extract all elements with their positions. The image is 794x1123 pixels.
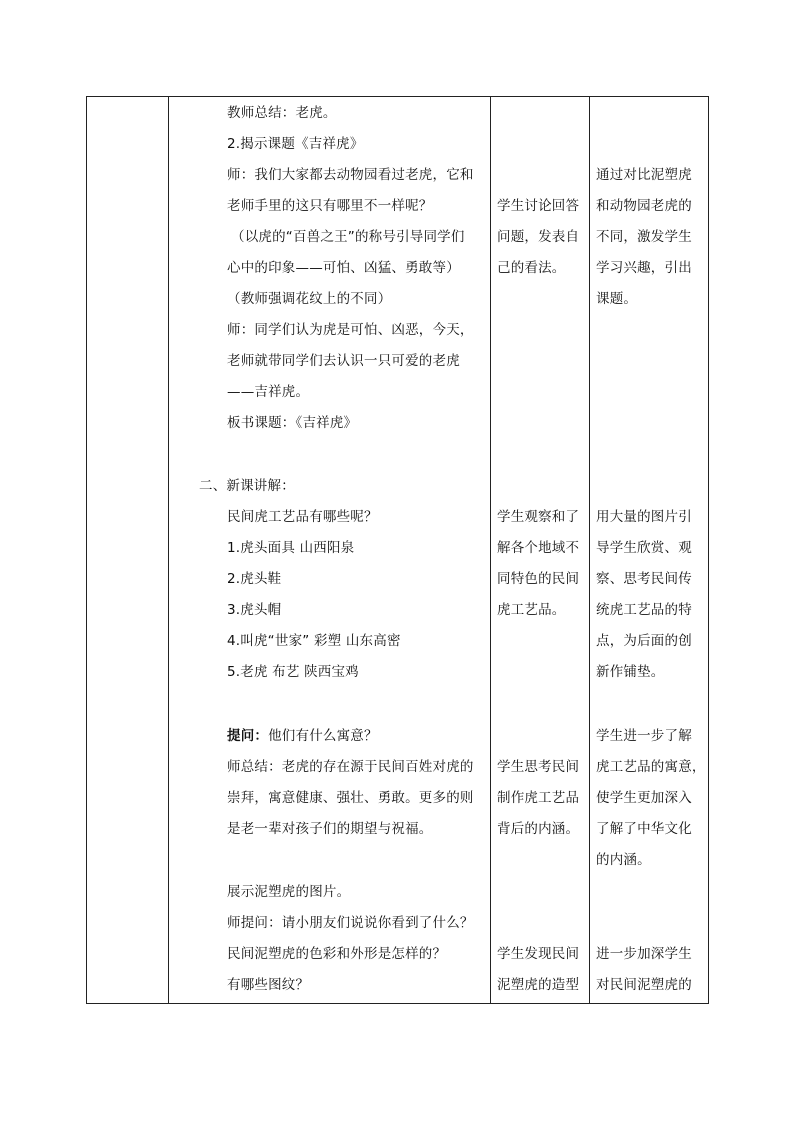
lesson-plan-table (86, 96, 709, 1004)
process-line: 板书课题：《吉祥虎》 (227, 415, 358, 431)
activity-line: 学生发现民间 (497, 946, 580, 962)
process-line: 师提问：请小朋友们说说你看到了什么？ (227, 915, 474, 931)
process-line: 民间虎工艺品有哪些呢？ (227, 509, 378, 525)
process-line: 老师就带同学们去认识一只可爱的老虎 (227, 353, 460, 369)
process-line: 1.虎头面具 山西阳泉 (227, 540, 355, 556)
activity-line: 背后的内涵。 (497, 821, 580, 837)
process-line: 师：同学们认为虎是可怕、凶恶，今天， (227, 322, 474, 338)
intent-line: 对民间泥塑虎的 (596, 977, 692, 993)
activity-line: 解各个地域不 (497, 540, 580, 556)
process-line: 老师手里的这只有哪里不一样呢？ (227, 198, 433, 214)
process-line: 2.虎头鞋 (227, 571, 282, 587)
question-text: 他们有什么寓意？ (268, 728, 378, 744)
intent-line: 使学生更加深入 (596, 790, 692, 806)
process-line: 5.老虎 布艺 陕西宝鸡 (227, 664, 359, 680)
intent-line: 进一步加深学生 (596, 946, 692, 962)
process-line: 师：我们大家都去动物园看过老虎，它和 (227, 167, 474, 183)
activity-line: 虎工艺品。 (497, 602, 566, 618)
intent-line: 课题。 (596, 291, 638, 307)
intent-line: 不同，激发学生 (596, 229, 692, 245)
section-title: 二、新课讲解： (199, 478, 295, 494)
activity-line: 学生观察和了 (497, 509, 580, 525)
intent-line: 学习兴趣，引出 (596, 260, 692, 276)
intent-line: 了解了中华文化 (596, 821, 692, 837)
process-line: ——吉祥虎。 (227, 384, 310, 400)
intent-line: 察、思考民间传 (596, 571, 692, 587)
teaching-process-cell (169, 97, 491, 1004)
intent-line: 新作铺垫。 (596, 664, 665, 680)
activity-line: 泥塑虎的造型 (497, 977, 580, 993)
intent-line: 学生进一步了解 (596, 728, 692, 744)
stage-cell (87, 97, 169, 1004)
intent-line: 虎工艺品的寓意， (596, 759, 706, 775)
process-line: 心中的印象——可怕、凶猛、勇敢等） (227, 260, 460, 276)
student-activity-cell (491, 97, 590, 1004)
intent-line: 用大量的图片引 (596, 509, 692, 525)
intent-line: 点，为后面的创 (596, 633, 692, 649)
activity-line: 学生思考民间 (497, 759, 580, 775)
activity-line: 问题，发表自 (497, 229, 580, 245)
process-line: 3.虎头帽 (227, 602, 282, 618)
process-line: 民间泥塑虎的色彩和外形是怎样的？ (227, 946, 447, 962)
question-label: 提问： (227, 728, 269, 744)
intent-line: 的内涵。 (596, 852, 651, 868)
process-line: （教师强调花纹上的不同） (227, 291, 392, 307)
activity-line: 同特色的民间 (497, 571, 580, 587)
process-line: 师总结：老虎的存在源于民间百姓对虎的 (227, 759, 474, 775)
question-line (227, 726, 378, 746)
design-intent-cell (590, 97, 709, 1004)
process-line: 有哪些图纹？ (227, 977, 310, 993)
activity-line: 制作虎工艺品 (497, 790, 580, 806)
process-line: 教师总结：老虎。 (227, 105, 337, 121)
intent-line: 导学生欣赏、观 (596, 540, 692, 556)
activity-line: 己的看法。 (497, 260, 566, 276)
process-line: 展示泥塑虎的图片。 (227, 884, 351, 900)
process-line: 4.叫虎“世家” 彩塑 山东高密 (227, 633, 401, 649)
process-line: （以虎的“百兽之王”的称号引导同学们 (231, 229, 465, 245)
process-line: 崇拜，寓意健康、强壮、勇敢。更多的则 (227, 790, 474, 806)
table-row (87, 97, 709, 1004)
intent-line: 和动物园老虎的 (596, 198, 692, 214)
intent-line: 通过对比泥塑虎 (596, 167, 692, 183)
activity-line: 学生讨论回答 (497, 198, 580, 214)
process-line: 2.揭示课题《吉祥虎》 (227, 136, 364, 152)
process-line: 是老一辈对孩子们的期望与祝福。 (227, 821, 433, 837)
intent-line: 统虎工艺品的特 (596, 602, 692, 618)
